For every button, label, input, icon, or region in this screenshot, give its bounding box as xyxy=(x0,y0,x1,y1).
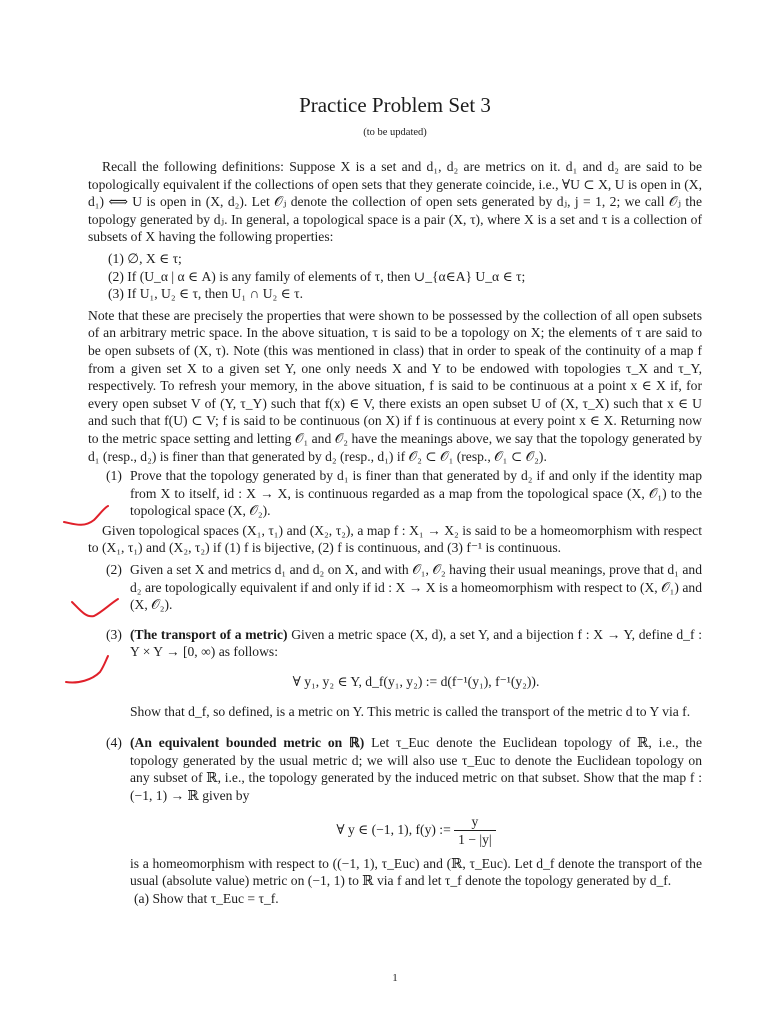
page-number: 1 xyxy=(392,972,398,984)
problem-3-equation: ∀ y₁, y₂ ∈ Y, d_f(y₁, y₂) := d(f⁻¹(y₁), f⁻¹(y₂)). xyxy=(292,674,540,690)
problem-4-equation xyxy=(130,813,702,849)
property-2: (2) If (U_α | α ∈ A) is any family of elements of τ, then ∪_{α∈A} U_α ∈ τ; xyxy=(108,268,526,284)
problem-4a: (a) Show that τ_Euc = τ_f. xyxy=(134,890,279,906)
problem-3-number: (3) xyxy=(106,626,122,642)
problem-4-body: Let τ_Euc denote the Euclidean topology of ℝ, i.e., the topology generated by the usual metric d; we will also use τ_Euc to denote the Euclidean topology on any subset of ℝ, i.e., the topology generated by the induced metric on that subset. Show that the map f : (−1, 1) → ℝ given by xyxy=(130,735,702,803)
page-title: Practice Problem Set 3 xyxy=(299,93,491,117)
check-mark-icon xyxy=(60,502,120,532)
property-1: (1) ∅, X ∈ τ; xyxy=(108,250,182,266)
problem-4-equation-left: ∀ y ∈ (−1, 1), f(y) := xyxy=(336,821,451,837)
fraction-numerator: y xyxy=(454,813,496,832)
topology-properties xyxy=(108,250,702,303)
problem-2-text: Given a set X and metrics d₁ and d₂ on X, and with 𝒪₁, 𝒪₂ having their usual meanings, prove that d₁ and d₂ are topologically equivalent if and only if id : X → X is a homeomorphism with respect to (X, 𝒪₁) and (X, 𝒪₂). xyxy=(130,562,702,613)
problem-3 xyxy=(88,626,702,720)
page-subtitle: (to be updated) xyxy=(363,127,427,138)
note-paragraph: Note that these are precisely the properties that were shown to be possessed by the collection of all open subsets of an arbitrary metric space. In the above situation, τ is said to be a topology on X; the elements of τ are said to be open subsets of (X, τ). Note (this was mentioned in class) that in order to speak of the continuity of a map f from a given set X to a given set Y, one only needs X and Y to be endowed with topologies τ_X and τ_Y, respectively. To refresh your memory, in the above situation, f is said to be continuous at a point x ∈ X if, for every open subset V of (Y, τ_Y) such that f(x) ∈ V, there exists an open subset U of (X, τ_X) such that x ∈ U and such that f(U) ⊂ V; f is said to be continuous (on X) if f is continuous at every point x ∈ X. Returning now to the metric space setting and letting 𝒪₁ and 𝒪₂ have the meanings above, we say that the topology generated by d₁ (resp., d₂) is finer than that generated by d₂ (resp., d₁) if 𝒪₂ ⊂ 𝒪₁ (resp., 𝒪₁ ⊂ 𝒪₂). xyxy=(88,307,702,464)
problem-4-heading: (An equivalent bounded metric on ℝ) xyxy=(130,735,365,751)
document-page xyxy=(88,0,702,1024)
check-mark-icon xyxy=(70,596,130,626)
problem-4-text xyxy=(130,734,702,804)
problem-4 xyxy=(88,734,702,907)
problem-1-text: Prove that the topology generated by d₁ is finer than that generated by d₂ if and only if the identity map from X to itself, id : X → X, is continuous regarded as a map from the topological space (X, 𝒪₁) to the topological space (X, 𝒪₂). xyxy=(130,468,702,519)
problem-2 xyxy=(88,561,702,614)
fraction-denominator: 1 − |y| xyxy=(458,832,492,848)
property-3: (3) If U₁, U₂ ∈ τ, then U₁ ∩ U₂ ∈ τ. xyxy=(108,286,303,302)
problem-1 xyxy=(88,467,702,520)
homeomorphism-definition: Given topological spaces (X₁, τ₁) and (X₂, τ₂), a map f : X₁ → X₂ is said to be a homeomorphism with respect to (X₁, τ₁) and (X₂, τ₂) if (1) f is bijective, (2) f is continuous, and (3) f⁻¹ is continuous. xyxy=(88,522,702,556)
check-mark-icon xyxy=(62,654,122,690)
problem-2-number: (2) xyxy=(106,562,122,578)
problem-4-fraction xyxy=(454,813,496,849)
problem-3-after: Show that d_f, so defined, is a metric on Y. This metric is called the transport of the metric d to Y via f. xyxy=(130,703,691,719)
document-body xyxy=(88,158,702,908)
problem-1-number: (1) xyxy=(106,468,122,484)
problem-4-number: (4) xyxy=(106,735,122,751)
intro-paragraph: Recall the following definitions: Suppose X is a set and d₁, d₂ are metrics on it. d₁ and d₂ are said to be topologically equivalent if the collections of open sets that they generate coincide, i.e., ∀U ⊂ X, U is open in (X, d₁) ⟺ U is open in (X, d₂). Let 𝒪ⱼ denote the collection of open sets generated by dⱼ, j = 1, 2; we call 𝒪ⱼ the topology generated by dⱼ. In general, a topological space is a pair (X, τ), where X is a set and τ is a collection of subsets of X having the following properties: xyxy=(88,159,702,245)
problem-3-body: Given a metric space (X, d), a set Y, and a bijection f : X → Y, define d_f : Y × Y → [0, ∞) as follows: xyxy=(130,626,702,660)
problem-3-text xyxy=(130,626,702,661)
problem-4-after: is a homeomorphism with respect to ((−1, 1), τ_Euc) and (ℝ, τ_Euc). Let d_f denote the transport of the usual (absolute value) metric on (−1, 1) to ℝ via f and let τ_f denote the topology generated by d_f. xyxy=(130,855,702,889)
problem-3-heading: (The transport of a metric) xyxy=(130,626,288,642)
